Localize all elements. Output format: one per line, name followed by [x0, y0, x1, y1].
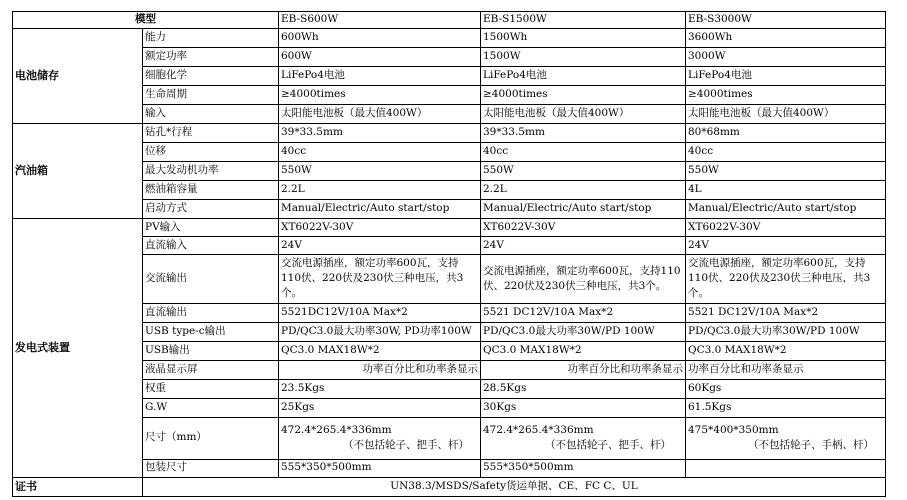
cell: XT6022V-30V [481, 219, 686, 237]
cell: 2.2L [481, 181, 686, 200]
cell: 交流电源插座，额定功率600瓦，支持110伏、220伏及230伏三种电压，共3个。 [279, 255, 481, 304]
cell: 3000W [686, 48, 886, 67]
table-row [13, 181, 886, 200]
cell: 550W [279, 162, 481, 181]
dimension-value: 475*400*350mm [688, 423, 779, 436]
table-row [13, 303, 886, 322]
cell: 功率百分比和功率条显示 [279, 360, 481, 379]
spec-table [12, 11, 886, 497]
cell: 2.2L [279, 181, 481, 200]
row-label: 包装尺寸 [143, 459, 279, 477]
cell: 1500Wh [481, 29, 686, 48]
cell: 功率百分比和功率条显示 [481, 360, 686, 379]
cell: 600W [279, 48, 481, 67]
table-row [13, 200, 886, 219]
cell: 555*350*500mm [279, 459, 481, 477]
cell: 24V [481, 237, 686, 255]
row-label: G.W [143, 398, 279, 417]
cell: Manual/Electric/Auto start/stop [279, 200, 481, 219]
table-row [13, 29, 886, 48]
row-label: 最大发动机功率 [143, 162, 279, 181]
dimension-note: （不包括轮子、把手、杆） [545, 439, 671, 452]
model-header-label: 模型 [13, 12, 279, 29]
row-label: 直流输入 [143, 237, 279, 255]
table-row [13, 477, 886, 496]
row-label: 生命周期 [143, 86, 279, 105]
cell: 28.5Kgs [481, 379, 686, 398]
cell: 80*68mm [686, 124, 886, 143]
row-label: USB输出 [143, 341, 279, 360]
cell: PD/QC3.0最大功率30W, PD功率100W [279, 322, 481, 341]
model-name-1: EB-S600W [279, 12, 481, 29]
row-label: 交流输出 [143, 255, 279, 304]
cell: LiFePo4电池 [481, 67, 686, 86]
cell: PD/QC3.0最大功率30W/PD 100W [481, 322, 686, 341]
table-row [13, 219, 886, 237]
cell: 5521 DC12V/10A Max*2 [481, 303, 686, 322]
table-row [13, 417, 886, 459]
cell: 40cc [686, 143, 886, 162]
table-row [13, 398, 886, 417]
dimension-note: （不包括轮子、手柄、杆） [748, 439, 874, 452]
cell: 24V [279, 237, 481, 255]
row-label: 位移 [143, 143, 279, 162]
cell: 61.5Kgs [686, 398, 886, 417]
table-row [13, 143, 886, 162]
cell: 太阳能电池板（最大值400W） [686, 105, 886, 124]
cell: Manual/Electric/Auto start/stop [686, 200, 886, 219]
dimension-value: 472.4*265.4*336mm [483, 423, 594, 436]
cell [279, 417, 481, 459]
table-row [13, 360, 886, 379]
row-label: 启动方式 [143, 200, 279, 219]
row-label: 能力 [143, 29, 279, 48]
cell: 太阳能电池板（最大值400W） [481, 105, 686, 124]
row-label: 直流输出 [143, 303, 279, 322]
cell: 23.5Kgs [279, 379, 481, 398]
table-row [13, 86, 886, 105]
cell: XT6022V-30V [279, 219, 481, 237]
cell: 25Kgs [279, 398, 481, 417]
cell: 40cc [481, 143, 686, 162]
cell: 550W [481, 162, 686, 181]
cell: 550W [686, 162, 886, 181]
table-row [13, 459, 886, 477]
group-certificates: 证书 [13, 477, 143, 496]
table-row [13, 124, 886, 143]
cell: ≥4000times [686, 86, 886, 105]
cell: 功率百分比和功率条显示 [686, 360, 886, 379]
cell: QC3.0 MAX18W*2 [686, 341, 886, 360]
group-battery-storage: 电池储存 [13, 29, 143, 124]
dimension-value: 472.4*265.4*336mm [281, 423, 392, 436]
row-label: 钻孔*行程 [143, 124, 279, 143]
header-row [13, 12, 886, 29]
cert-value: UN38.3/MSDS/Safety货运单据、CE、FC C、UL [143, 477, 886, 496]
group-fuel-tank: 汽油箱 [13, 124, 143, 219]
row-label: USB type-c输出 [143, 322, 279, 341]
group-generator: 发电式装置 [13, 219, 143, 478]
cell [686, 417, 886, 459]
model-name-2: EB-S1500W [481, 12, 686, 29]
cell: 交流电源插座，额定功率600瓦，支持110伏、220伏及230伏三种电压，共3个。 [686, 255, 886, 304]
cell: 30Kgs [481, 398, 686, 417]
cell: Manual/Electric/Auto start/stop [481, 200, 686, 219]
table-row [13, 322, 886, 341]
cell: 39*33.5mm [481, 124, 686, 143]
cell: 交流电源插座，额定功率600瓦，支持110伏、220伏及230伏三种电压，共3个。 [481, 255, 686, 304]
cell: 555*350*500mm [481, 459, 686, 477]
cell: ≥4000times [279, 86, 481, 105]
cell: 太阳能电池板（最大值400W） [279, 105, 481, 124]
row-label: 额定功率 [143, 48, 279, 67]
cell: 1500W [481, 48, 686, 67]
table-row [13, 48, 886, 67]
cell: 5521 DC12V/10A Max*2 [686, 303, 886, 322]
cell [481, 417, 686, 459]
row-label: 尺寸（mm） [143, 417, 279, 459]
cell: 600Wh [279, 29, 481, 48]
cell: 3600Wh [686, 29, 886, 48]
table-row [13, 341, 886, 360]
row-label: PV输入 [143, 219, 279, 237]
cell: XT6022V-30V [686, 219, 886, 237]
cell: LiFePo4电池 [686, 67, 886, 86]
cell: ≥4000times [481, 86, 686, 105]
cell: PD/QC3.0最大功率30W/PD 100W [686, 322, 886, 341]
model-name-3: EB-S3000W [686, 12, 886, 29]
cell: QC3.0 MAX18W*2 [481, 341, 686, 360]
row-label: 燃油箱容量 [143, 181, 279, 200]
row-label: 液晶显示屏 [143, 360, 279, 379]
cell: 40cc [279, 143, 481, 162]
table-row [13, 255, 886, 304]
row-label: 细胞化学 [143, 67, 279, 86]
cell: 24V [686, 237, 886, 255]
row-label: 权重 [143, 379, 279, 398]
cell: QC3.0 MAX18W*2 [279, 341, 481, 360]
table-row [13, 237, 886, 255]
cell: LiFePo4电池 [279, 67, 481, 86]
cell [686, 459, 886, 477]
cell: 4L [686, 181, 886, 200]
table-row [13, 379, 886, 398]
table-row [13, 105, 886, 124]
cell: 39*33.5mm [279, 124, 481, 143]
row-label: 输入 [143, 105, 279, 124]
dimension-note: （不包括轮子、把手、杆） [343, 439, 469, 452]
table-row [13, 162, 886, 181]
table-row [13, 67, 886, 86]
cell: 60Kgs [686, 379, 886, 398]
cell: 5521DC12V/10A Max*2 [279, 303, 481, 322]
